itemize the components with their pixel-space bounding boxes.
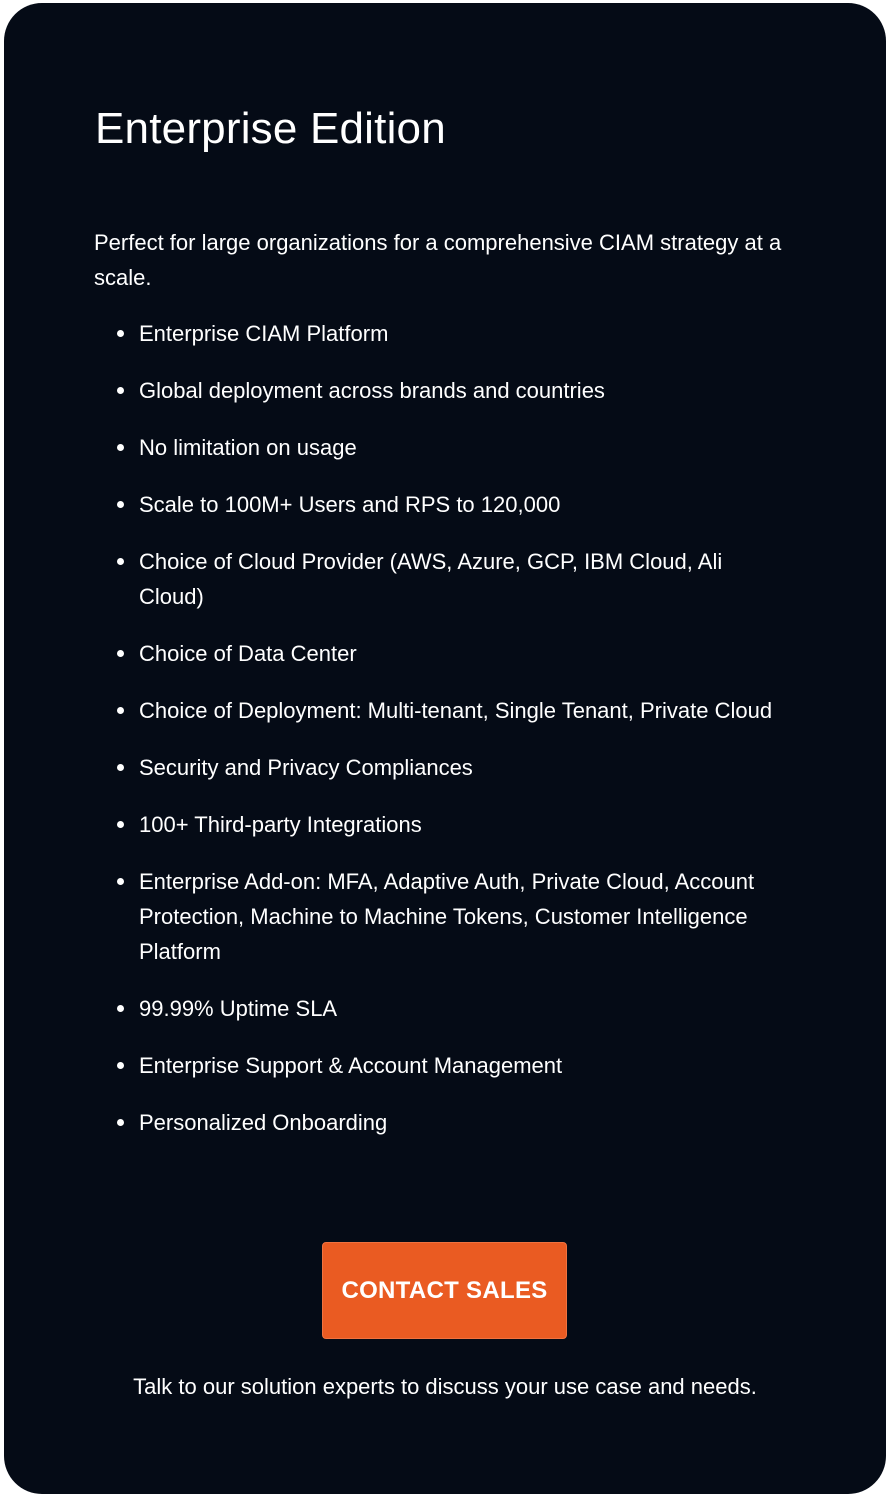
feature-item: Scale to 100M+ Users and RPS to 120,000	[94, 487, 784, 522]
feature-item: Choice of Cloud Provider (AWS, Azure, GCP, IBM Cloud, Ali Cloud)	[94, 544, 784, 614]
enterprise-pricing-card	[4, 3, 886, 1494]
feature-item: Personalized Onboarding	[94, 1105, 784, 1140]
feature-item: Choice of Deployment: Multi-tenant, Single Tenant, Private Cloud	[94, 693, 784, 728]
feature-item: No limitation on usage	[94, 430, 784, 465]
feature-item: Choice of Data Center	[94, 636, 784, 671]
plan-title: Enterprise Edition	[95, 104, 446, 153]
feature-item: Security and Privacy Compliances	[94, 750, 784, 785]
feature-item: Enterprise Add-on: MFA, Adaptive Auth, Private Cloud, Account Protection, Machine to Machine Tokens, Customer Intelligence Platform	[94, 864, 784, 969]
contact-sales-button[interactable]: CONTACT SALES	[322, 1242, 567, 1339]
feature-item: 99.99% Uptime SLA	[94, 991, 784, 1026]
feature-item: 100+ Third-party Integrations	[94, 807, 784, 842]
feature-item: Global deployment across brands and countries	[94, 373, 784, 408]
feature-list	[94, 316, 784, 1162]
plan-description: Perfect for large organizations for a comprehensive CIAM strategy at a scale.	[94, 230, 782, 290]
cta-footnote: Talk to our solution experts to discuss your use case and needs.	[133, 1374, 757, 1399]
feature-item: Enterprise CIAM Platform	[94, 316, 784, 351]
feature-item: Enterprise Support & Account Management	[94, 1048, 784, 1083]
